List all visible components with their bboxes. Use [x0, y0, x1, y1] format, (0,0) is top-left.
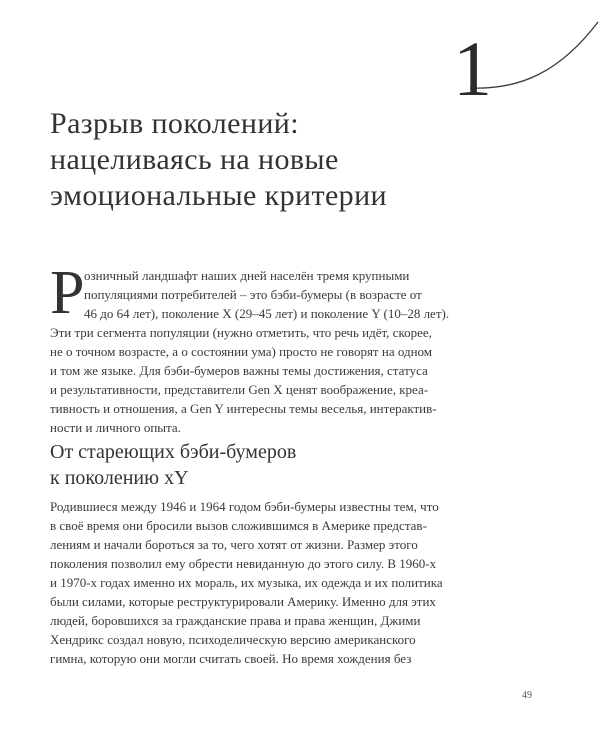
text-line: Эти три сегмента популяции (нужно отметить, что речь идёт, скорее,: [50, 325, 432, 340]
text-line: не о точном возрасте, а о состоянии ума) просто не говорят на одном: [50, 344, 433, 359]
chapter-title-line: эмоциональные критерии: [50, 179, 387, 212]
chapter-title-line: нацеливаясь на новые: [50, 143, 339, 176]
decorative-swoosh: [0, 0, 600, 120]
text-line: людей, боровшихся за гражданские права и права женщин, Джими: [50, 613, 421, 628]
section-heading-line: От стареющих бэби-бумеров: [50, 441, 297, 463]
chapter-number: 1: [453, 25, 492, 112]
chapter-title: [50, 106, 530, 214]
page-number: 49: [522, 690, 532, 701]
text-line: Родившиеся между 1946 и 1964 годом бэби-бумеры известны тем, что: [50, 499, 439, 514]
chapter-title-line: Разрыв поколений:: [50, 107, 299, 140]
text-line: ности и личного опыта.: [50, 420, 181, 435]
section-paragraph: [50, 497, 550, 668]
text-line: и том же языке. Для бэби-бумеров важны темы достижения, статуса: [50, 363, 428, 378]
text-line: Хендрикс создал новую, психоделическую версию американского: [50, 632, 416, 647]
text-line: озничный ландшафт наших дней населён тремя крупными: [84, 268, 410, 283]
section-heading-line: к поколению xY: [50, 467, 189, 489]
text-line: 46 до 64 лет), поколение X (29–45 лет) и поколение Y (10–28 лет).: [84, 306, 450, 321]
text-line: в своё время они бросили вызов сложившимся в Америке представ-: [50, 518, 427, 533]
text-line: популяциями потребителей – это бэби-бумеры (в возрасте от: [84, 287, 422, 302]
text-line: и результативности, представители Gen X ценят воображение, креа-: [50, 382, 429, 397]
drop-cap: Р: [50, 259, 85, 327]
intro-paragraph: [50, 266, 550, 437]
section-heading: [50, 439, 450, 491]
text-line: гимна, которую они могли считать своей. Но время хождения без: [50, 651, 412, 666]
text-line: поколения позволил ему обрести невиданную до этого силу. В 1960-х: [50, 556, 437, 571]
text-line: и 1970-х годах именно их мораль, их музыка, их одежда и их политика: [50, 575, 443, 590]
text-line: тивность и отношения, а Gen Y интересны темы веселья, интерактив-: [50, 401, 437, 416]
text-line: были силами, которые реструктурировали Америку. Именно для этих: [50, 594, 436, 609]
text-line: лениям и начали бороться за то, чего хотят от жизни. Размер этого: [50, 537, 418, 552]
